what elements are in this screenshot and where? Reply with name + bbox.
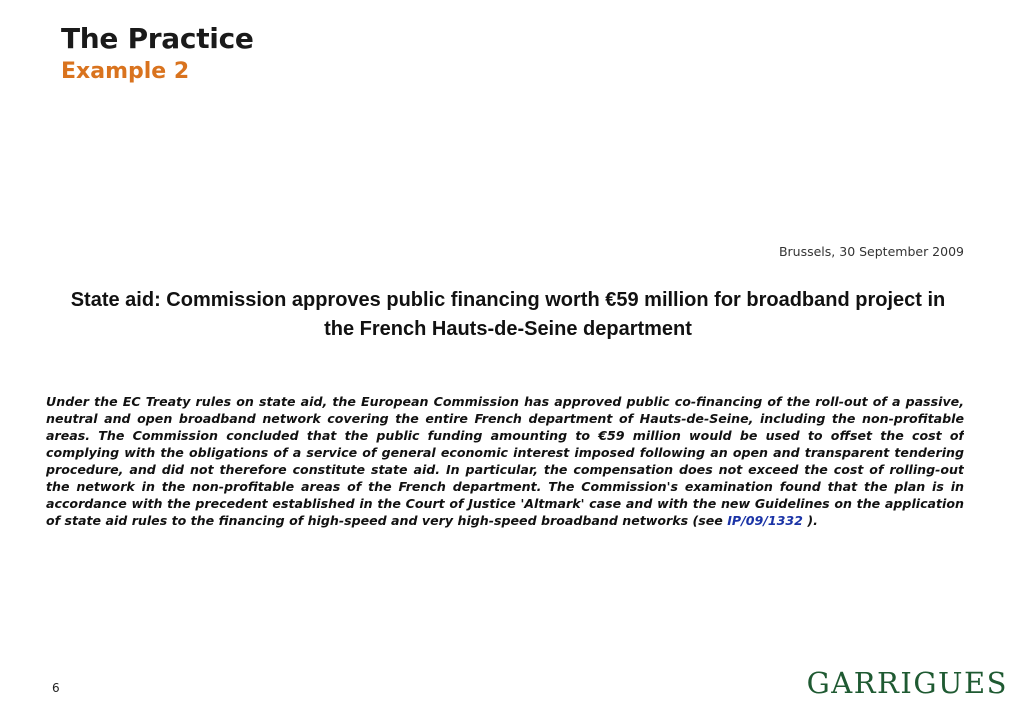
garrigues-logo: GARRIGUES bbox=[806, 666, 1008, 700]
body-closing: ). bbox=[802, 513, 818, 528]
press-release-body bbox=[46, 393, 964, 529]
press-release-headline bbox=[58, 286, 958, 344]
body-paragraph: Under the EC Treaty rules on state aid, the European Commission has approved public co-financing of the roll-out of a passive, neutral and open broadband network covering the entire French department of Hauts-de-Seine, including the non-profitable areas. The Commission concluded that the public funding amounting to €59 million would be used to offset the cost of complying with the obligations of a service of general economic interest imposed following an open and transparent tendering procedure, and did not therefore constitute state aid. In particular, the compensation does not exceed the cost of rolling-out the network in the non-profitable areas of the French department. The Commission's examination found that the plan is in accordance with the precedent established in the Court of Justice 'Altmark' case and with the new Guidelines on the application of state aid rules to the financing of high-speed and very high-speed broadband networks (see bbox=[46, 394, 964, 528]
headline-line-2: the French Hauts-de-Seine department bbox=[324, 318, 692, 340]
page-number: 6 bbox=[52, 681, 60, 695]
ip-reference-link[interactable]: IP/09/1332 bbox=[727, 513, 803, 528]
slide-title: The Practice bbox=[61, 22, 254, 55]
press-release-dateline: Brussels, 30 September 2009 bbox=[778, 244, 964, 259]
slide-subtitle: Example 2 bbox=[61, 59, 190, 84]
headline-line-1: State aid: Commission approves public financing worth €59 million for broadband project in bbox=[70, 289, 946, 311]
